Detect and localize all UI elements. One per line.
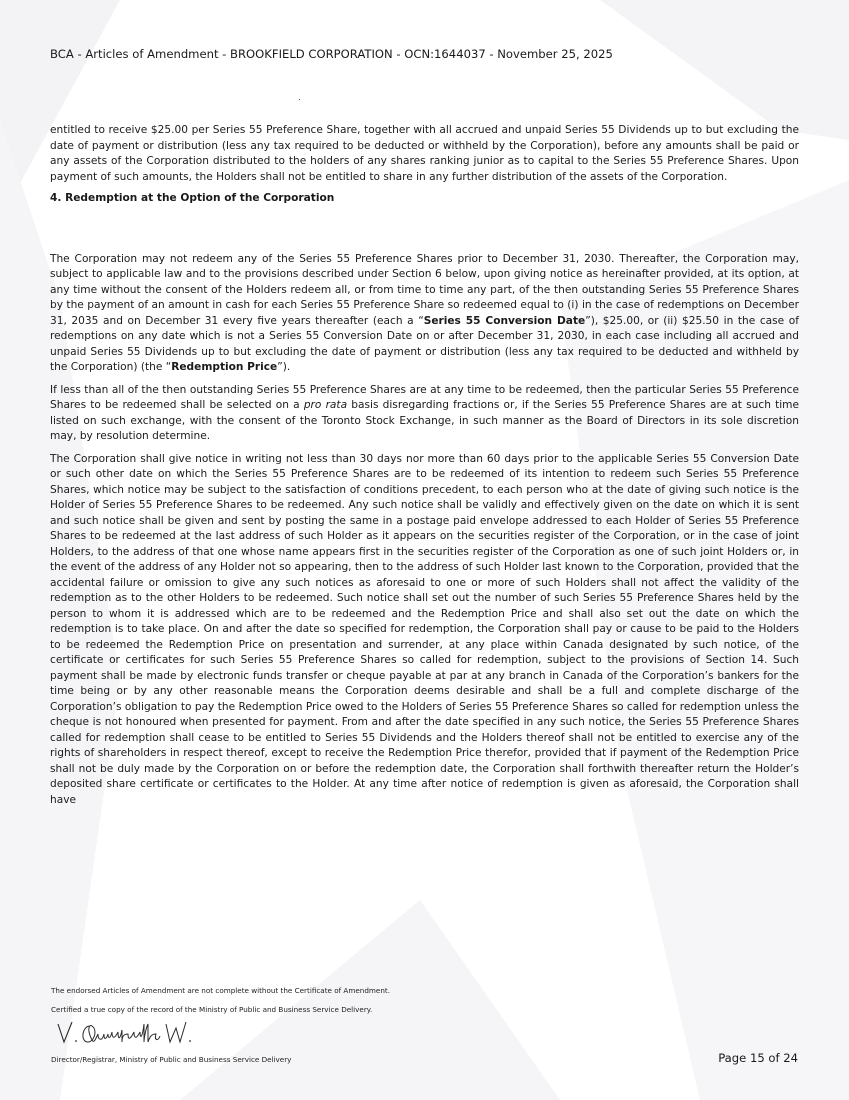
paragraph-redemption-terms-part1: The Corporation may not redeem any of the Series 55 Preference Shares prior to December 31, 2030. Thereafter, the Corporation may, subject to applicable law and to the provisions described under Section 6 below, upon giving notice as hereinafter provided, at its option, at any time without the consent of the Holders redeem all, or from time to time any part, of the then outstanding Series 55 Preference Shares by the payment of an amount in cash for each Series 55 Preference Share so redeemed equal to (i) in the case of redemptions on December 31, 2035 and on December 31 every five years thereafter (each a “ [50, 252, 799, 327]
page-number: Page 15 of 24 [718, 1051, 798, 1065]
footer-endorsement-note: The endorsed Articles of Amendment are not complete without the Certificate of Amendment. [51, 986, 390, 995]
paragraph-partial-redemption-part2: basis disregarding fractions or, if the Series 55 Preference Shares are at such time listed on such exchange, with the consent of the Toronto Stock Exchange, in such manner as the Board of Directors in its sole discretion may, by resolution determine. [50, 399, 800, 442]
paragraph-redemption-terms-part2: ”), $25.00, or (ii) $25.50 in the case of redemptions on any date which is not a Series 55 Conversion Date on or after December 31, 2030, in each case including all accrued and unpaid Series 55 Dividends up to but excluding the date of payment or distribution (less any tax required to be deducted and withheld by the Corporation) (the “ [50, 314, 799, 373]
italic-pro-rata: pro rata [303, 399, 348, 411]
footer-registrar-title: Director/Registrar, Ministry of Public and Business Service Delivery [51, 1055, 292, 1064]
stray-dot-mark [299, 99, 300, 100]
document-header: BCA - Articles of Amendment - BROOKFIELD CORPORATION - OCN:1644037 - November 25, 2025 [50, 47, 613, 61]
paragraph-redemption-terms-part3: ”). [277, 361, 291, 373]
paragraph-redemption-notice: The Corporation shall give notice in writing not less than 30 days nor more than 60 days prior to the applicable Series 55 Conversion Date or such other date on which the Series 55 Preference Shares are to be redeemed of its intention to redeem such Series 55 Preference Shares, which notice may be subject to the satisfaction of conditions precedent, to each person who at the date of giving such notice is the Holder of Series 55 Preference Shares to be redeemed. Any such notice shall be validly and effectively given on the date on which it is sent and such notice shall be given and sent by posting the same in a postage paid envelope addressed to each Holder of Series 55 Preference Shares to be redeemed at the last address of such Holder as it appears on the securities register of the Corporation, or in the case of joint Holders, to the address of that one whose name appears first in the securities register of the Corporation as one of such joint Holders or, in the event of the address of any Holder not so appearing, then to the address of such Holder last known to the Corporation, provided that the accidental failure or omission to give any such notices as aforesaid to one or more of such Holders shall not affect the validity of the redemption as to the other Holders to be redeemed. Such notice shall set out the number of such Series 55 Preference Shares held by the person to whom it is addressed which are to be redeemed and the Redemption Price and shall also set out the date on which the redemption is to take place. On and after the date so specified for redemption, the Corporation shall pay or cause to be paid to the Holders to be redeemed the Redemption Price on presentation and surrender, at any place within Canada designated by such notice, of the certificate or certificates for such Series 55 Preference Shares so called for redemption, subject to the provisions of Section 14. Such payment shall be made by electronic funds transfer or cheque payable at par at any branch in Canada of the Corporation’s bankers for the time being or by any other reasonable means the Corporation deems desirable and shall be a full and complete discharge of the Corporation’s obligation to pay the Redemption Price owed to the Holders of Series 55 Preference Shares so called for redemption unless the cheque is not honoured when presented for payment. From and after the date specified in any such notice, the Series 55 Preference Shares called for redemption shall cease to be entitled to Series 55 Dividends and the Holders thereof shall not be entitled to exercise any of the rights of shareholders in respect thereof, except to receive the Redemption Price therefor, provided that if payment of the Redemption Price shall not be duly made by the Corporation on or before the redemption date, the Corporation shall forthwith thereafter return the Holder’s deposited share certificate or certificates to the Holder. At any time after notice of redemption is given as aforesaid, the Corporation shall have [50, 452, 799, 806]
paragraph-liquidation-entitlement: entitled to receive $25.00 per Series 55 Preference Share, together with all accrued and unpaid Series 55 Dividends up to but excluding the date of payment or distribution (less any tax required to be deducted or withheld by the Corporation), before any amounts shall be paid or any assets of the Corporation distributed to the holders of any shares ranking junior as to capital to the Series 55 Preference Shares. Upon payment of such amounts, the Holders shall not be entitled to share in any further distribution of the assets of the Corporation. [50, 124, 799, 183]
paragraph-redemption-terms [50, 252, 799, 376]
defined-term-conversion-date: Series 55 Conversion Date [423, 314, 586, 327]
paragraph-partial-redemption [50, 383, 799, 445]
document-body [50, 123, 799, 808]
defined-term-redemption-price: Redemption Price [171, 361, 278, 373]
registrar-signature [56, 1018, 206, 1048]
section-heading-redemption: 4. Redemption at the Option of the Corporation [50, 192, 335, 204]
paragraph-partial-redemption-part1: If less than all of the then outstanding Series 55 Preference Shares are at any time to be redeemed, then the particular Series 55 Preference Shares to be redeemed shall be selected on a [50, 383, 799, 411]
footer-certification-note: Certified a true copy of the record of the Ministry of Public and Business Service Delivery. [51, 1005, 373, 1014]
